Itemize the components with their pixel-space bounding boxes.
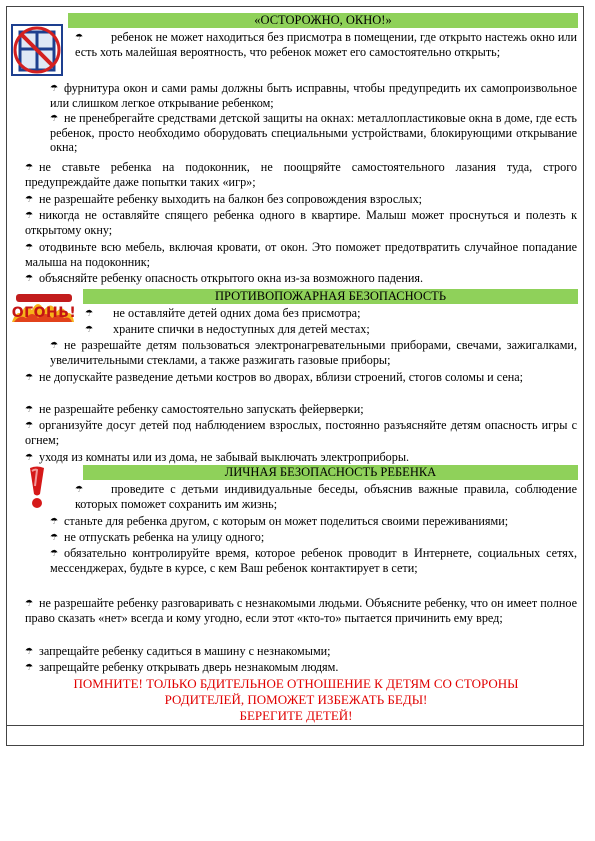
umbrella-bullet-icon: ☂ <box>50 532 59 542</box>
umbrella-bullet-icon: ☂ <box>75 32 84 42</box>
section-title-window: «ОСТОРОЖНО, ОКНО!» <box>68 13 578 28</box>
umbrella-bullet-icon: ☂ <box>25 452 34 462</box>
closing-line-3: БЕРЕГИТЕ ДЕТЕЙ! <box>239 708 353 723</box>
umbrella-bullet-icon: ☂ <box>50 516 59 526</box>
umbrella-bullet-icon: ☂ <box>50 548 59 558</box>
list-item: ☂ уходя из комнаты или из дома, не забывай выключать электроприборы. <box>25 450 410 464</box>
list-item: ☂ не ставьте ребенка на подоконник, не поощряйте самостоятельного лазания туда, строго предупреждайте даже попытки таких «игр»; <box>25 160 577 189</box>
umbrella-bullet-icon: ☂ <box>50 113 59 123</box>
list-item: ☂ не оставляйте детей одних дома без присмотра; <box>85 306 361 320</box>
umbrella-bullet-icon: ☂ <box>25 194 34 204</box>
umbrella-bullet-icon: ☂ <box>25 598 34 608</box>
umbrella-bullet-icon: ☂ <box>25 372 34 382</box>
closing-line-2: РОДИТЕЛЕЙ, ПОМОЖЕТ ИЗБЕЖАТЬ БЕДЫ! <box>164 692 428 707</box>
list-item: ☂ не допускайте разведение детьми костров во дворах, вблизи строений, стогов соломы и сена; <box>25 370 524 384</box>
list-item: ☂ не разрешайте детям пользоваться электронагревательными приборами, свечами, зажигалками, увеличительными стеклами, а также разжигать газовые приборы; <box>50 338 577 367</box>
umbrella-bullet-icon: ☂ <box>25 420 34 430</box>
list-item: ☂ храните спички в недоступных для детей местах; <box>85 322 370 336</box>
list-item: ☂ ребенок не может находиться без присмотра в помещении, где открыто настежь окно или есть хоть малейшая вероятность, что ребенок может его самостоятельно открыть; <box>75 30 577 59</box>
umbrella-bullet-icon: ☂ <box>25 404 34 414</box>
list-item: ☂ фурнитура окон и сами рамы должны быть исправны, чтобы предупредить их самопроизвольное или слишком легкое открывание ребенком; <box>50 81 577 110</box>
list-item: ☂ не отпускать ребенка на улицу одного; <box>50 530 265 544</box>
umbrella-bullet-icon: ☂ <box>25 242 34 252</box>
list-item: ☂ не разрешайте ребенку разговаривать с незнакомыми людьми. Объясните ребенку, что он имеет полное право сказать «нет» всегда и кому угодно, если этот «кто-то» пытается причинить ему вред; <box>25 596 577 625</box>
list-item: ☂ не пренебрегайте средствами детской защиты на окнах: металлопластиковые окна в доме, где есть ребенок, просто необходимо оборудовать специальными устройствами, блокирующими открывание окна; <box>50 111 577 154</box>
umbrella-bullet-icon: ☂ <box>25 210 34 220</box>
umbrella-bullet-icon: ☂ <box>25 646 34 656</box>
umbrella-bullet-icon: ☂ <box>50 340 59 350</box>
section-title-personal: ЛИЧНАЯ БЕЗОПАСНОСТЬ РЕБЕНКА <box>83 465 578 480</box>
list-item: ☂ никогда не оставляйте спящего ребенка одного в квартире. Малыш может проснуться и полезть к открытому окну; <box>25 208 577 237</box>
list-item: ☂ объясняйте ребенку опасность открытого окна из-за возможного падения. <box>25 271 424 285</box>
umbrella-bullet-icon: ☂ <box>25 162 34 172</box>
list-item: ☂ запрещайте ребенку садиться в машину с незнакомыми; <box>25 644 331 658</box>
exclamation-icon <box>22 466 52 510</box>
list-item: ☂ проведите с детьми индивидуальные беседы, объяснив важные правила, соблюдение которых поможет сохранить им жизнь; <box>75 482 577 511</box>
section-title-fire: ПРОТИВОПОЖАРНАЯ БЕЗОПАСНОСТЬ <box>83 289 578 304</box>
umbrella-bullet-icon: ☂ <box>85 324 94 334</box>
bottom-divider <box>6 725 584 726</box>
list-item: ☂ не разрешайте ребенку самостоятельно запускать фейерверки; <box>25 402 364 416</box>
umbrella-bullet-icon: ☂ <box>85 308 94 318</box>
list-item: ☂ запрещайте ребенку открывать дверь незнакомым людям. <box>25 660 339 674</box>
closing-line-1: ПОМНИТЕ! ТОЛЬКО БДИТЕЛЬНОЕ ОТНОШЕНИЕ К ДЕТЯМ СО СТОРОНЫ <box>73 676 519 691</box>
fire-warning-icon: ОГОНЬ! <box>8 292 78 326</box>
umbrella-bullet-icon: ☂ <box>25 273 34 283</box>
no-window-icon <box>11 24 63 76</box>
umbrella-bullet-icon: ☂ <box>25 662 34 672</box>
list-item: ☂ обязательно контролируйте время, которое ребенок проводит в Интернете, социальных сетях, мессенджерах, будьте в курсе, с кем Ваш ребенок контактирует в сети; <box>50 546 577 575</box>
list-item: ☂ не разрешайте ребенку выходить на балкон без сопровождения взрослых; <box>25 192 423 206</box>
list-item: ☂ организуйте досуг детей под наблюдением взрослых, постоянно разъясняйте детям опасность игры с огнем; <box>25 418 577 447</box>
umbrella-bullet-icon: ☂ <box>50 83 59 93</box>
list-item: ☂ отодвиньте всю мебель, включая кровати, от окон. Это поможет предотвратить случайное попадание малыша на подоконник; <box>25 240 577 269</box>
list-item: ☂ станьте для ребенка другом, с которым он может поделиться своими переживаниями; <box>50 514 509 528</box>
umbrella-bullet-icon: ☂ <box>75 484 84 494</box>
